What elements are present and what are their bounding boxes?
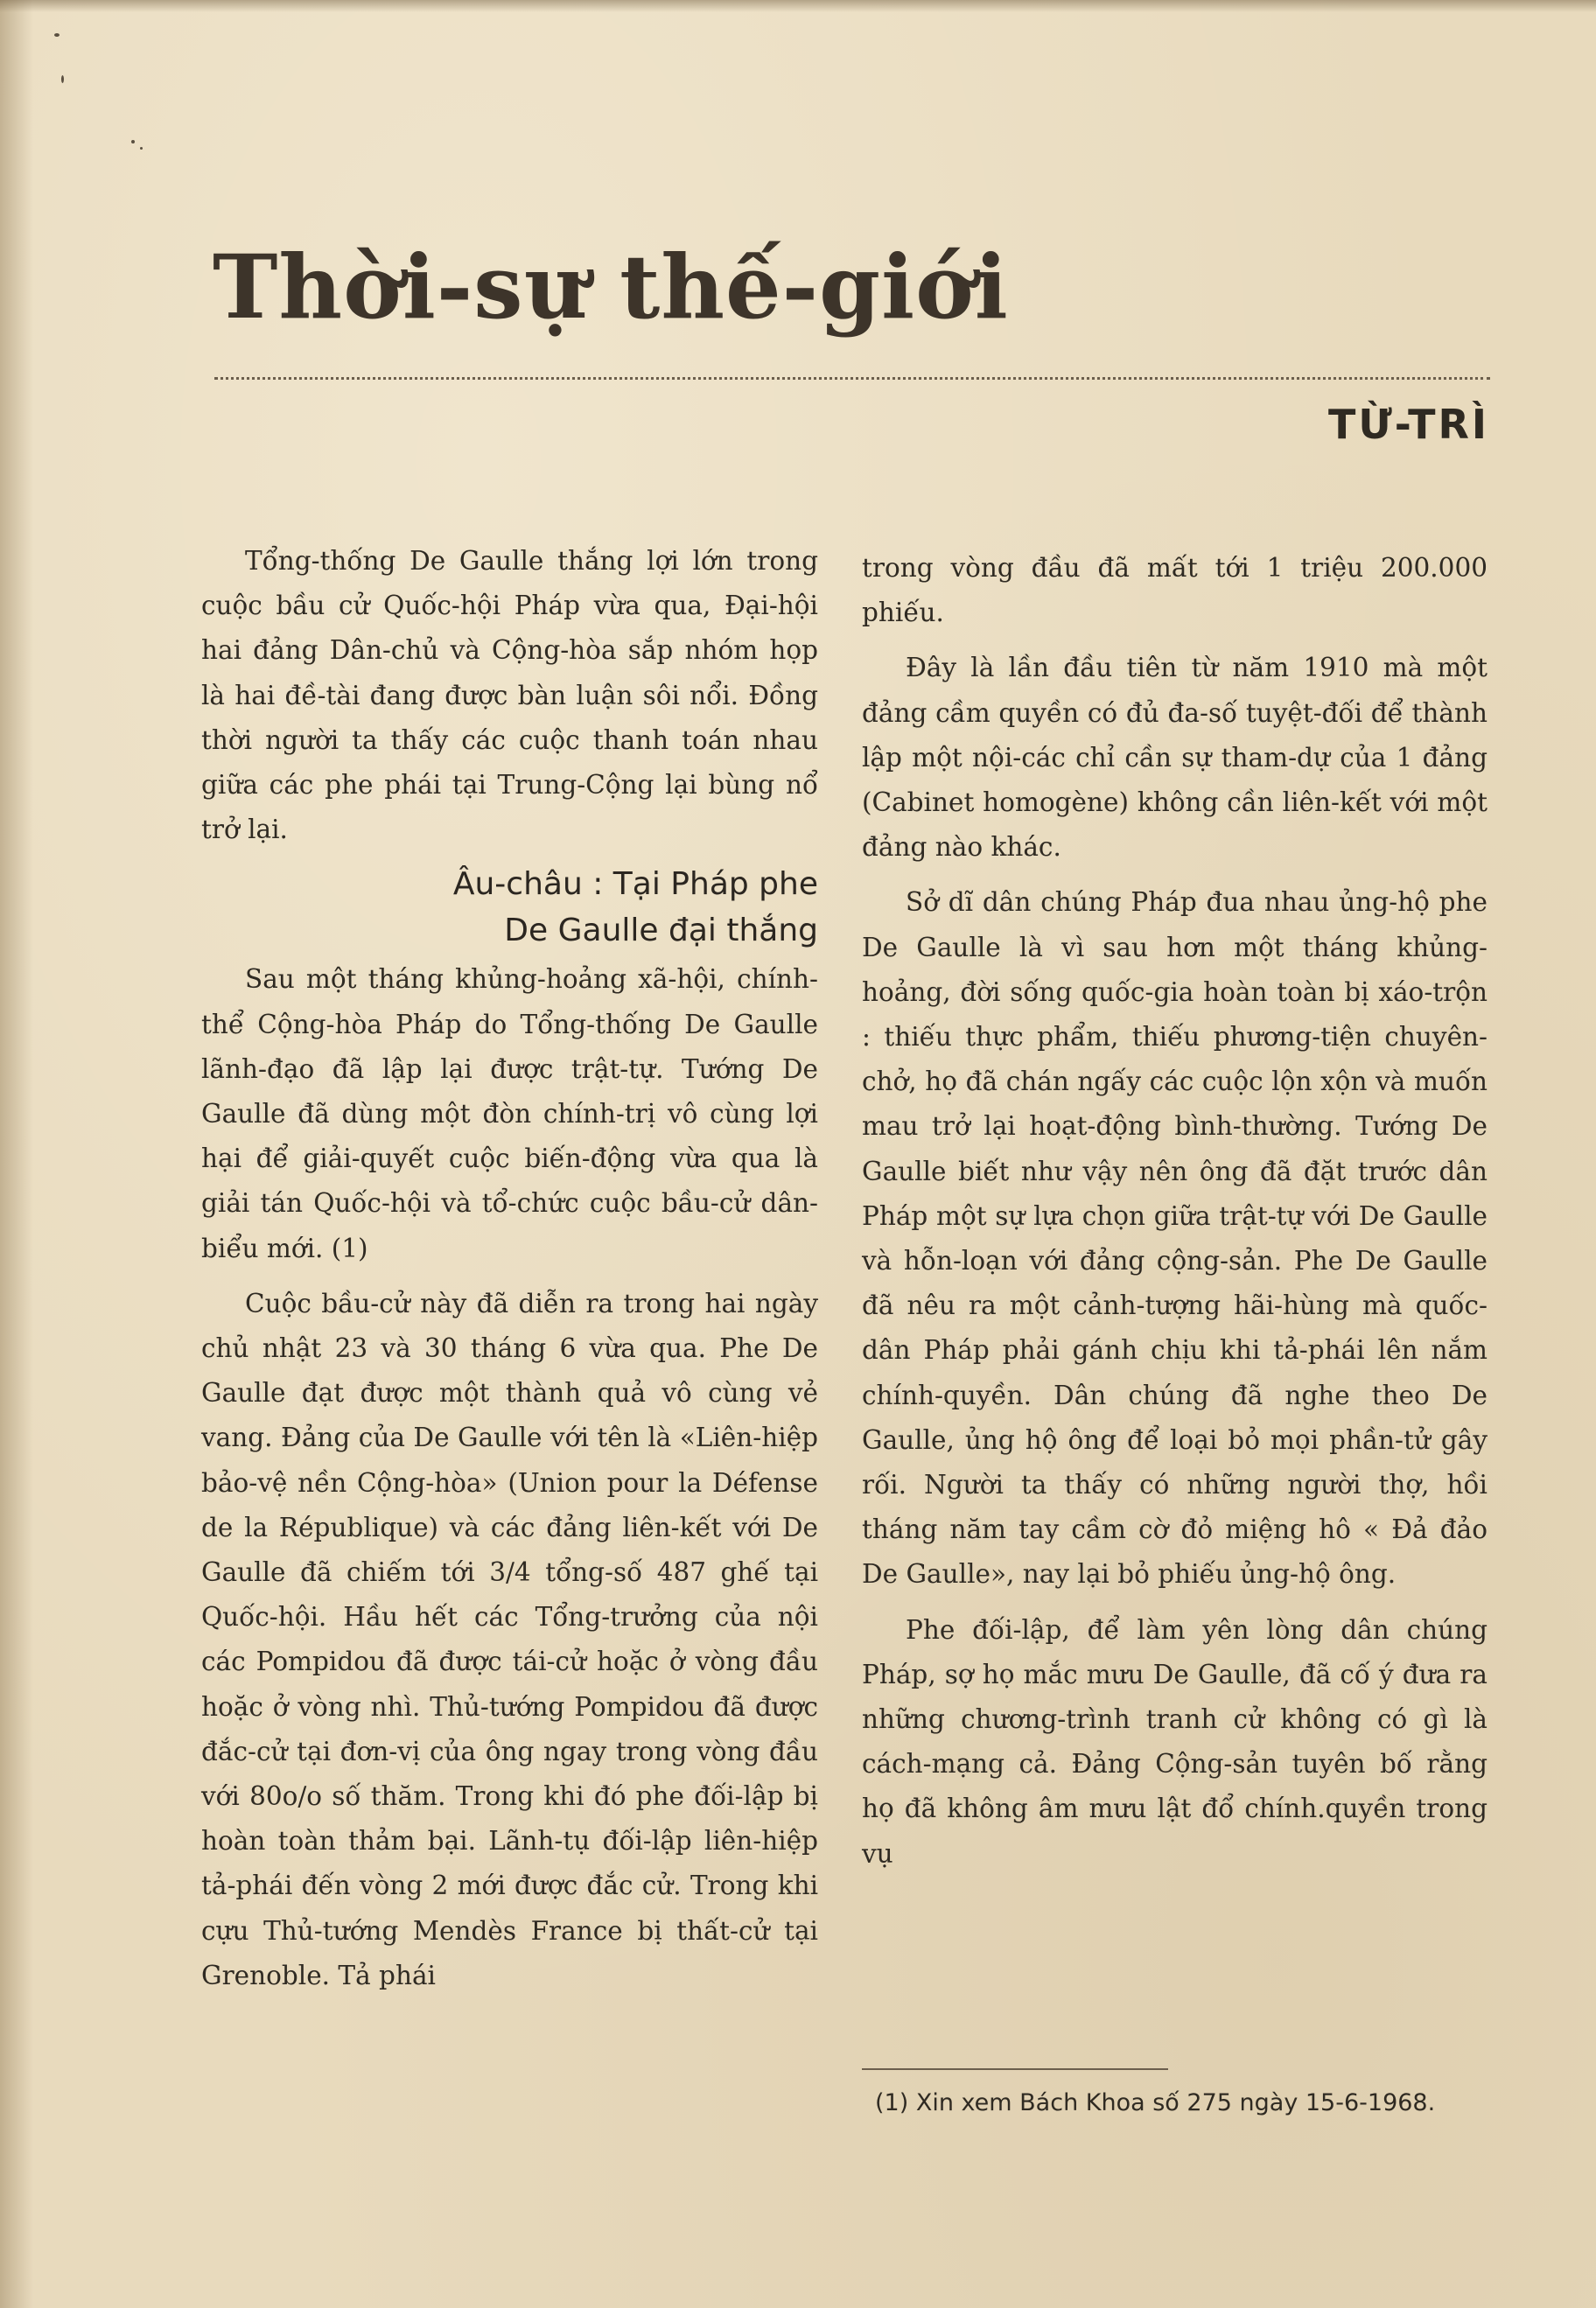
ink-speck xyxy=(61,75,64,83)
subheading-line-1: Âu-châu : Tại Pháp phe xyxy=(452,866,818,903)
ink-speck xyxy=(140,147,143,150)
continued-paragraph: trong vòng đầu đã mất tới 1 triệu 200.000 phiếu. xyxy=(862,553,1488,628)
body-paragraph: Sau một tháng khủng-hoảng xã-hội, chính-thể Cộng-hòa Pháp do Tổng-thống De Gaulle lãnh-đạo đã lập lại được trật-tự. Tướng De Gaulle đã dùng một đòn chính-trị vô cùng lợi hại để giải-quyết cuộc biến-động vừa qua là giải tán Quốc-hội và tổ-chức cuộc bầu-cử dân-biểu mới. (1) xyxy=(201,964,818,1263)
subheading xyxy=(201,861,818,954)
paper-top-shadow xyxy=(0,0,1596,12)
section-title: Thời-sự thế-giới xyxy=(213,235,1009,339)
footnote-divider xyxy=(862,2068,1168,2070)
title-divider xyxy=(214,377,1490,380)
subheading-line-2: De Gaulle đại thắng xyxy=(504,913,818,949)
intro-paragraph: Tổng-thống De Gaulle thắng lợi lớn trong cuộc bầu cử Quốc-hội Pháp vừa qua, Đại-hội hai đảng Dân-chủ và Cộng-hòa sắp nhóm họp là hai đề-tài đang được bàn luận sôi nổi. Đồng thời người ta thấy các cuộc thanh toán nhau giữa các phe phái tại Trung-Cộng lại bùng nổ trở lại. xyxy=(201,546,818,845)
author-name: TỪ-TRÌ xyxy=(1327,401,1489,448)
paper-left-shadow xyxy=(0,0,33,2308)
body-paragraph: Phe đối-lập, để làm yên lòng dân chúng Pháp, sợ họ mắc mưu De Gaulle, đã cố ý đưa ra những chương-trình tranh cử không có gì là cách-mạng cả. Đảng Cộng-sản tuyên bố rằng họ đã không âm mưu lật đổ chính.quyền trong vụ xyxy=(862,1614,1488,1869)
body-paragraph: Đây là lần đầu tiên từ năm 1910 mà một đảng cầm quyền có đủ đa-số tuyệt-đối để thành lập một nội-các chỉ cần sự tham-dự của 1 đảng (Cabinet homogène) không cần liên-kết với một đảng nào khác. xyxy=(862,653,1488,863)
left-column xyxy=(201,539,818,1998)
footnote: (1) Xin xem Bách Khoa số 275 ngày 15-6-1968. xyxy=(875,2089,1436,2116)
body-paragraph: Cuộc bầu-cử này đã diễn ra trong hai ngày chủ nhật 23 và 30 tháng 6 vừa qua. Phe De Gaulle đạt được một thành quả vô cùng vẻ vang. Đảng của De Gaulle với tên là «Liên-hiệp bảo-vệ nền Cộng-hòa» (Union pour la Défense de la République) và các đảng liên-kết với De Gaulle đã chiếm tới 3/4 tổng-số 487 ghế tại Quốc-hội. Hầu hết các Tổng-trưởng của nội các Pompidou đã được tái-cử hoặc ở vòng đầu hoặc ở vòng nhì. Thủ-tướng Pompidou đã được đắc-cử tại đơn-vị của ông ngay trong vòng đầu với 80o/o số thăm. Trong khi đó phe đối-lập bị hoàn toàn thảm bại. Lãnh-tụ đối-lập liên-hiệp tả-phái đến vòng 2 mới được đắc cử. Trong khi cựu Thủ-tướng Mendès France bị thất-cử tại Grenoble. Tả phái xyxy=(201,1288,818,1990)
ink-speck xyxy=(131,140,135,143)
body-paragraph: Sở dĩ dân chúng Pháp đua nhau ủng-hộ phe De Gaulle là vì sau hơn một tháng khủng-hoảng, đời sống quốc-gia hoàn toàn bị xáo-trộn : thiếu thực phẩm, thiếu phương-tiện chuyên-chở, họ đã chán ngấy các cuộc lộn xộn và muốn mau trở lại hoạt-động bình-thường. Tướng De Gaulle biết như vậy nên ông đã đặt trước dân Pháp một sự lựa chọn giữa trật-tự với De Gaulle và hỗn-loạn với đảng cộng-sản. Phe De Gaulle đã nêu ra một cảnh-tượng hãi-hùng mà quốc-dân Pháp phải gánh chịu khi tả-phái lên nắm chính-quyền. Dân chúng đã nghe theo De Gaulle, ủng hộ ông để loại bỏ mọi phần-tử gây rối. Người ta thấy có những người thợ, hồi tháng năm tay cầm cờ đỏ miệng hô « Đả đảo De Gaulle», nay lại bỏ phiếu ủng-hộ ông. xyxy=(862,887,1488,1590)
right-column xyxy=(862,546,1488,1877)
ink-speck xyxy=(54,33,60,37)
